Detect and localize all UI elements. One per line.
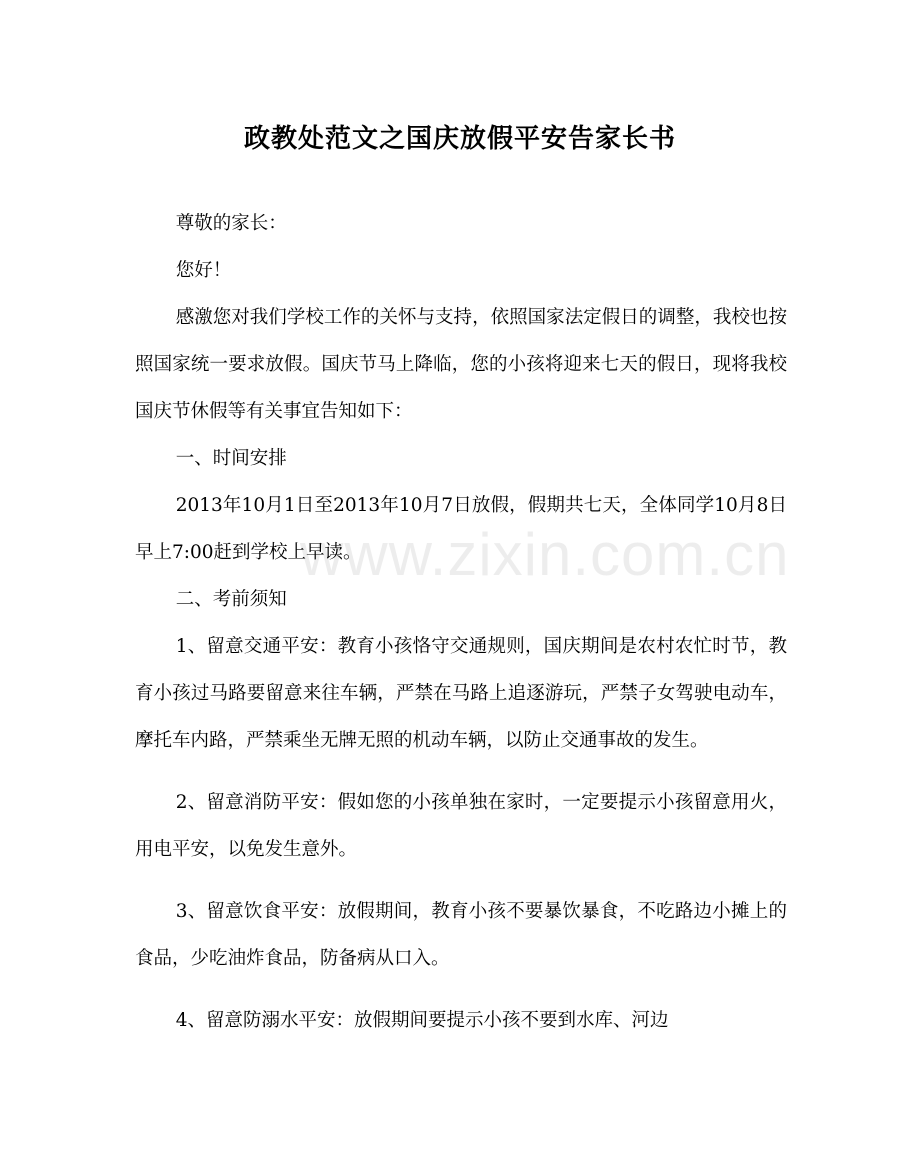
- watermark-text: www.zixin.com.cn: [300, 521, 790, 588]
- document-body: [135, 200, 790, 1044]
- document-title: 政教处范文之国庆放假平安告家长书: [243, 124, 676, 154]
- section-heading-notes: 二、考前须知: [175, 589, 287, 610]
- intro-paragraph: 感激您对我们学校工作的关怀与支持，依照国家法定假日的调整，我校也按照国家统一要求放假。国庆节马上降临，您的小孩将迎来七天的假日，现将我校国庆节休假等有关事宜告知如下：: [135, 307, 787, 422]
- salutation: 尊敬的家长：: [175, 213, 287, 234]
- note-traffic-paragraph: 1、留意交通平安：教育小孩恪守交通规则，国庆期间是农村农忙时节，教育小孩过马路要留意来往车辆，严禁在马路上追逐游玩，严禁子女驾驶电动车，摩托车内路，严禁乘坐无牌无照的机动车辆，以防止交通事故的发生。: [135, 636, 787, 751]
- greeting: 您好！: [175, 260, 232, 281]
- section-heading-time: 一、时间安排: [175, 448, 287, 469]
- time-paragraph: 2013年10月1日至2013年10月7日放假，假期共七天，全体同学10月8日早上7:00赶到学校上早读。: [135, 495, 787, 563]
- note-food-paragraph: 3、留意饮食平安：放假期间，教育小孩不要暴饮暴食，不吃路边小摊上的食品，少吃油炸食品，防备病从口入。: [135, 901, 787, 969]
- note-fire-paragraph: 2、留意消防平安：假如您的小孩单独在家时，一定要提示小孩留意用火，用电平安，以免发生意外。: [135, 792, 787, 860]
- note-water-paragraph: 4、留意防溺水平安：放假期间要提示小孩不要到水库、河边: [175, 1010, 669, 1031]
